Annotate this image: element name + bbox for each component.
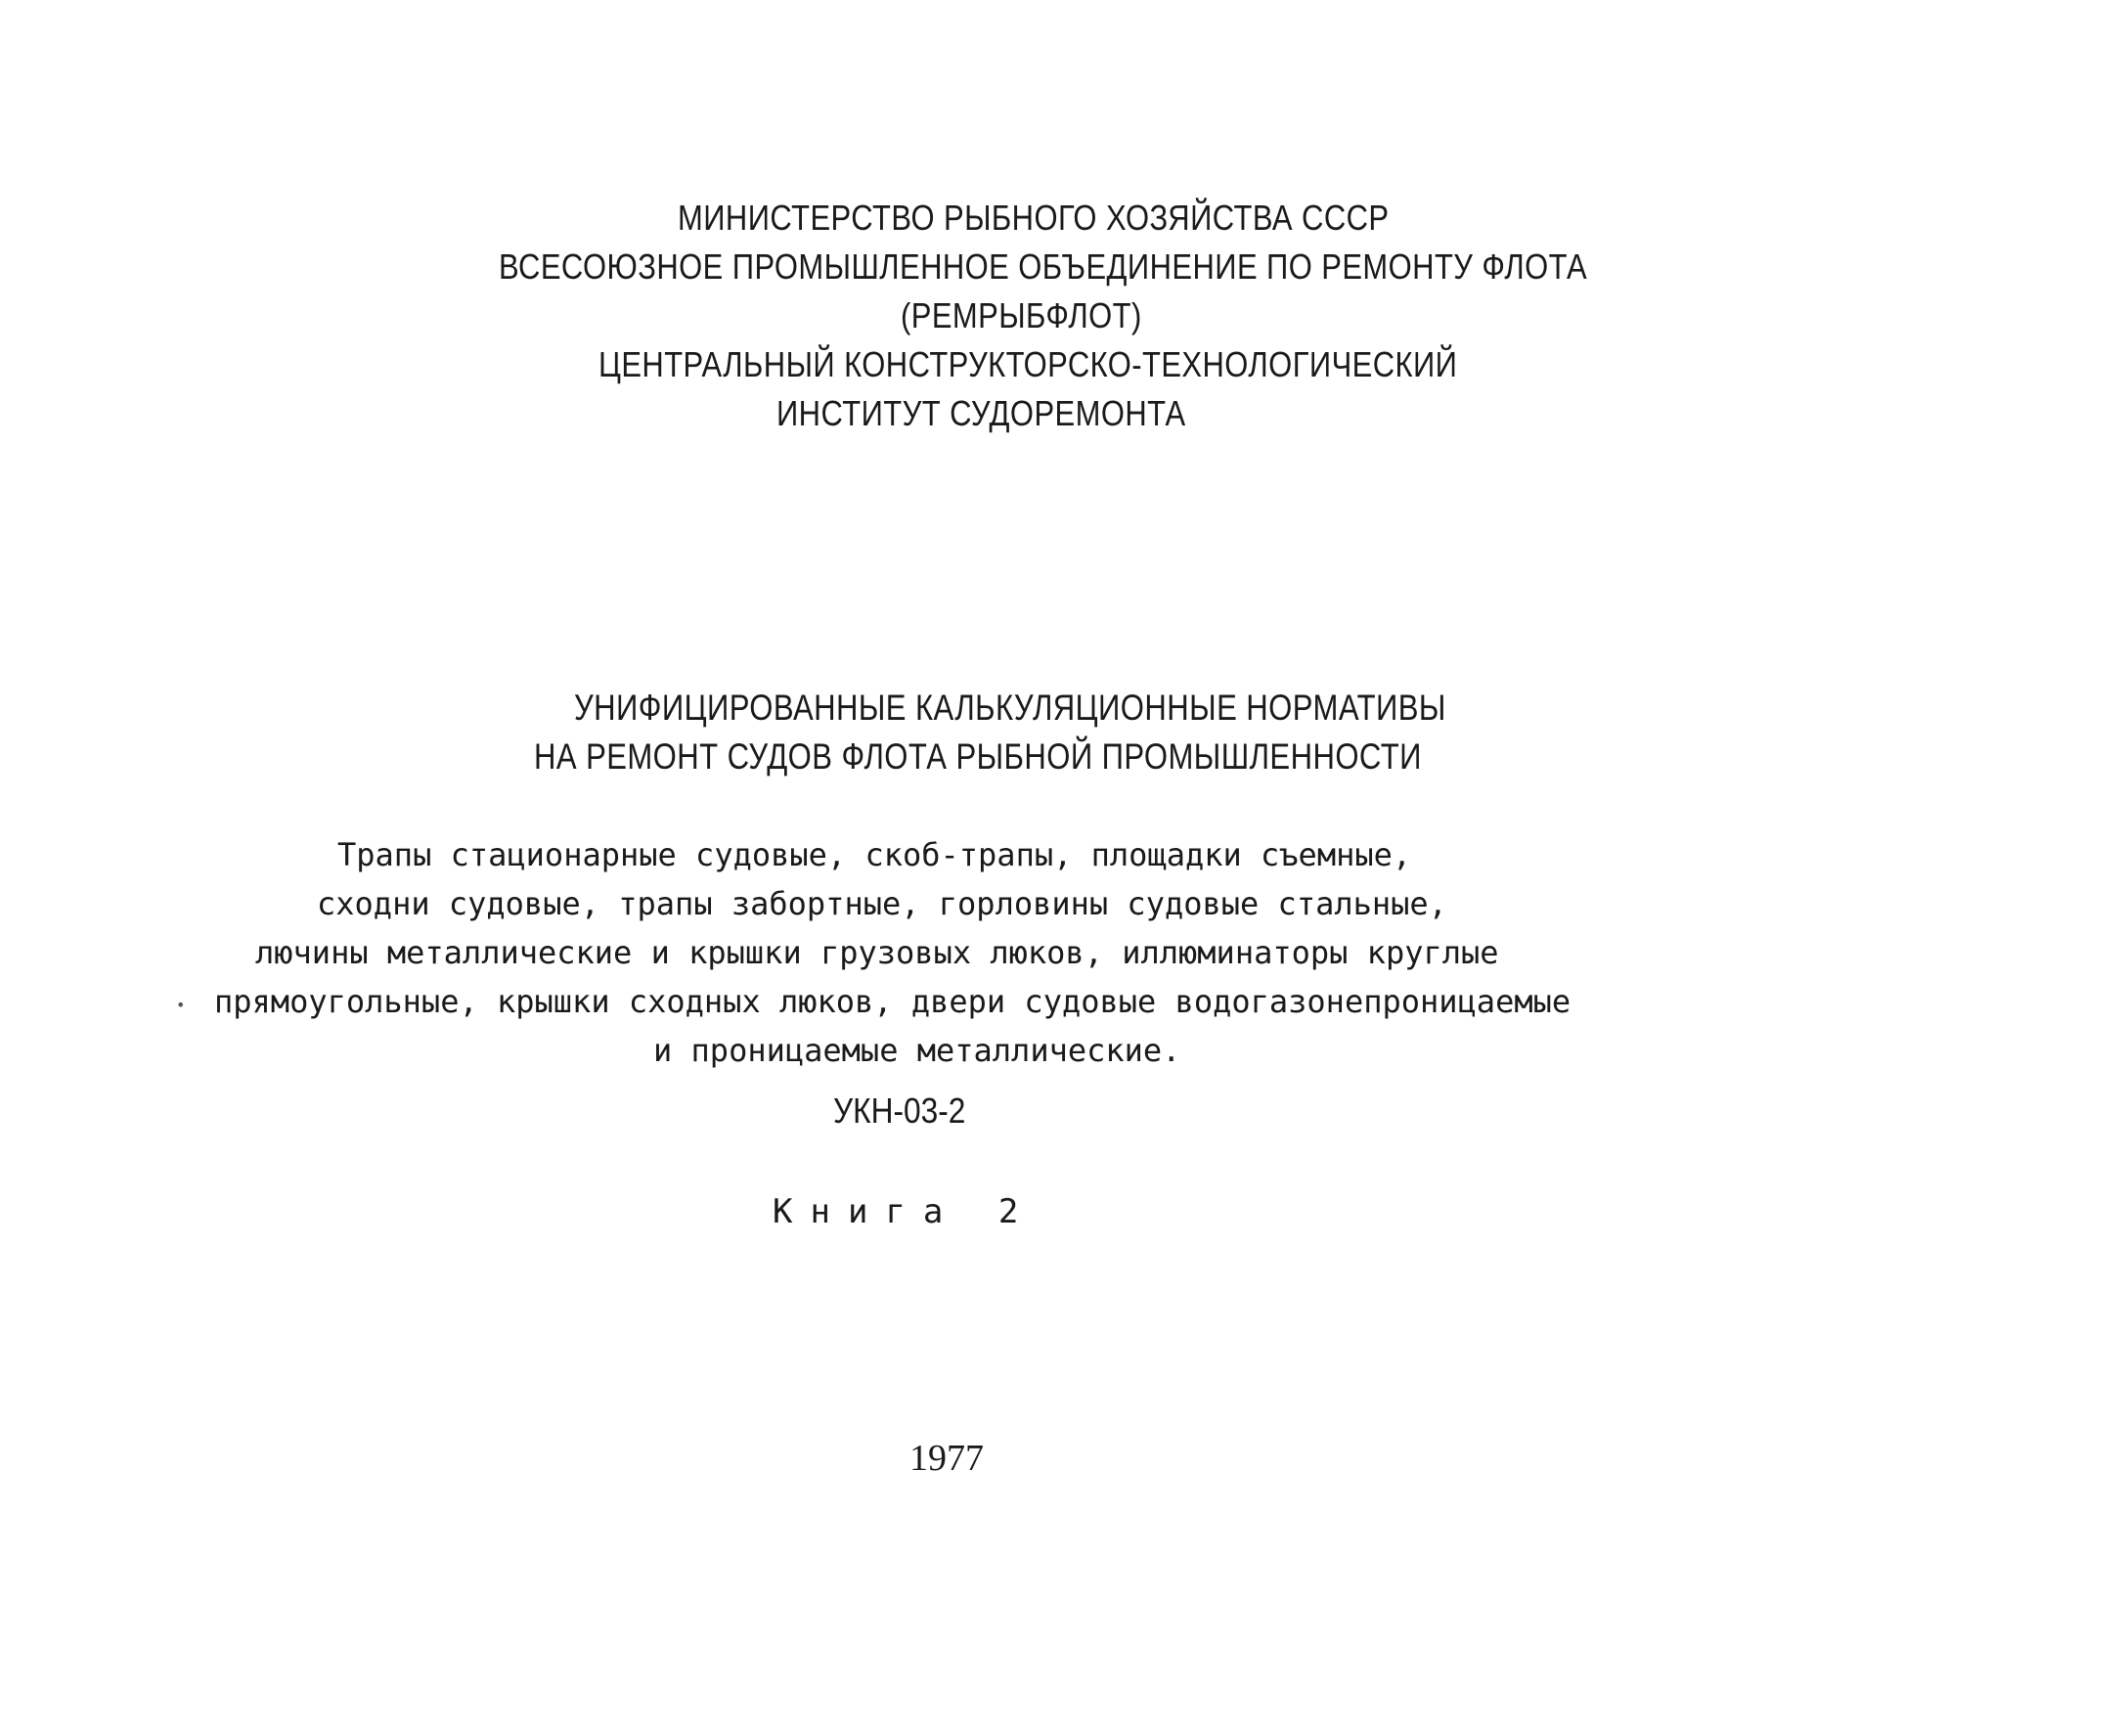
document-code: УКН-03-2	[833, 1091, 966, 1131]
header-line-association: ВСЕСОЮЗНОЕ ПРОМЫШЛЕННОЕ ОБЪЕДИНЕНИЕ ПО РЕМОНТУ ФЛОТА	[499, 246, 1588, 287]
title-line-2: НА РЕМОНТ СУДОВ ФЛОТА РЫБНОЙ ПРОМЫШЛЕННОСТИ	[534, 736, 1422, 777]
header-line-institute-name: ИНСТИТУТ СУДОРЕМОНТА	[776, 393, 1186, 433]
description-line-2: сходни судовые, трапы забортные, горловины судовые стальные,	[317, 885, 1447, 922]
book-number: Книга 2	[773, 1192, 1037, 1231]
description-line-5: и проницаемые металлические.	[653, 1032, 1181, 1069]
description-line-4: прямоугольные, крышки сходных люков, двери судовые водогазонепроницаемые	[214, 983, 1572, 1020]
header-line-ministry: МИНИСТЕРСТВО РЫБНОГО ХОЗЯЙСТВА СССР	[678, 198, 1390, 238]
description-line-1: Трапы стационарные судовые, скоб-трапы, площадки съемные,	[337, 836, 1412, 873]
description-line-3: лючины металлические и крышки грузовых люков, иллюминаторы круглые	[255, 934, 1499, 971]
publication-year: 1977	[909, 1438, 984, 1479]
header-line-abbreviation: (РЕМРЫБФЛОТ)	[901, 295, 1142, 335]
stray-mark: •	[176, 996, 186, 1014]
header-line-institute: ЦЕНТРАЛЬНЫЙ КОНСТРУКТОРСКО-ТЕХНОЛОГИЧЕСКИЙ	[598, 344, 1458, 384]
title-line-1: УНИФИЦИРОВАННЫЕ КАЛЬКУЛЯЦИОННЫЕ НОРМАТИВЫ	[574, 688, 1446, 728]
